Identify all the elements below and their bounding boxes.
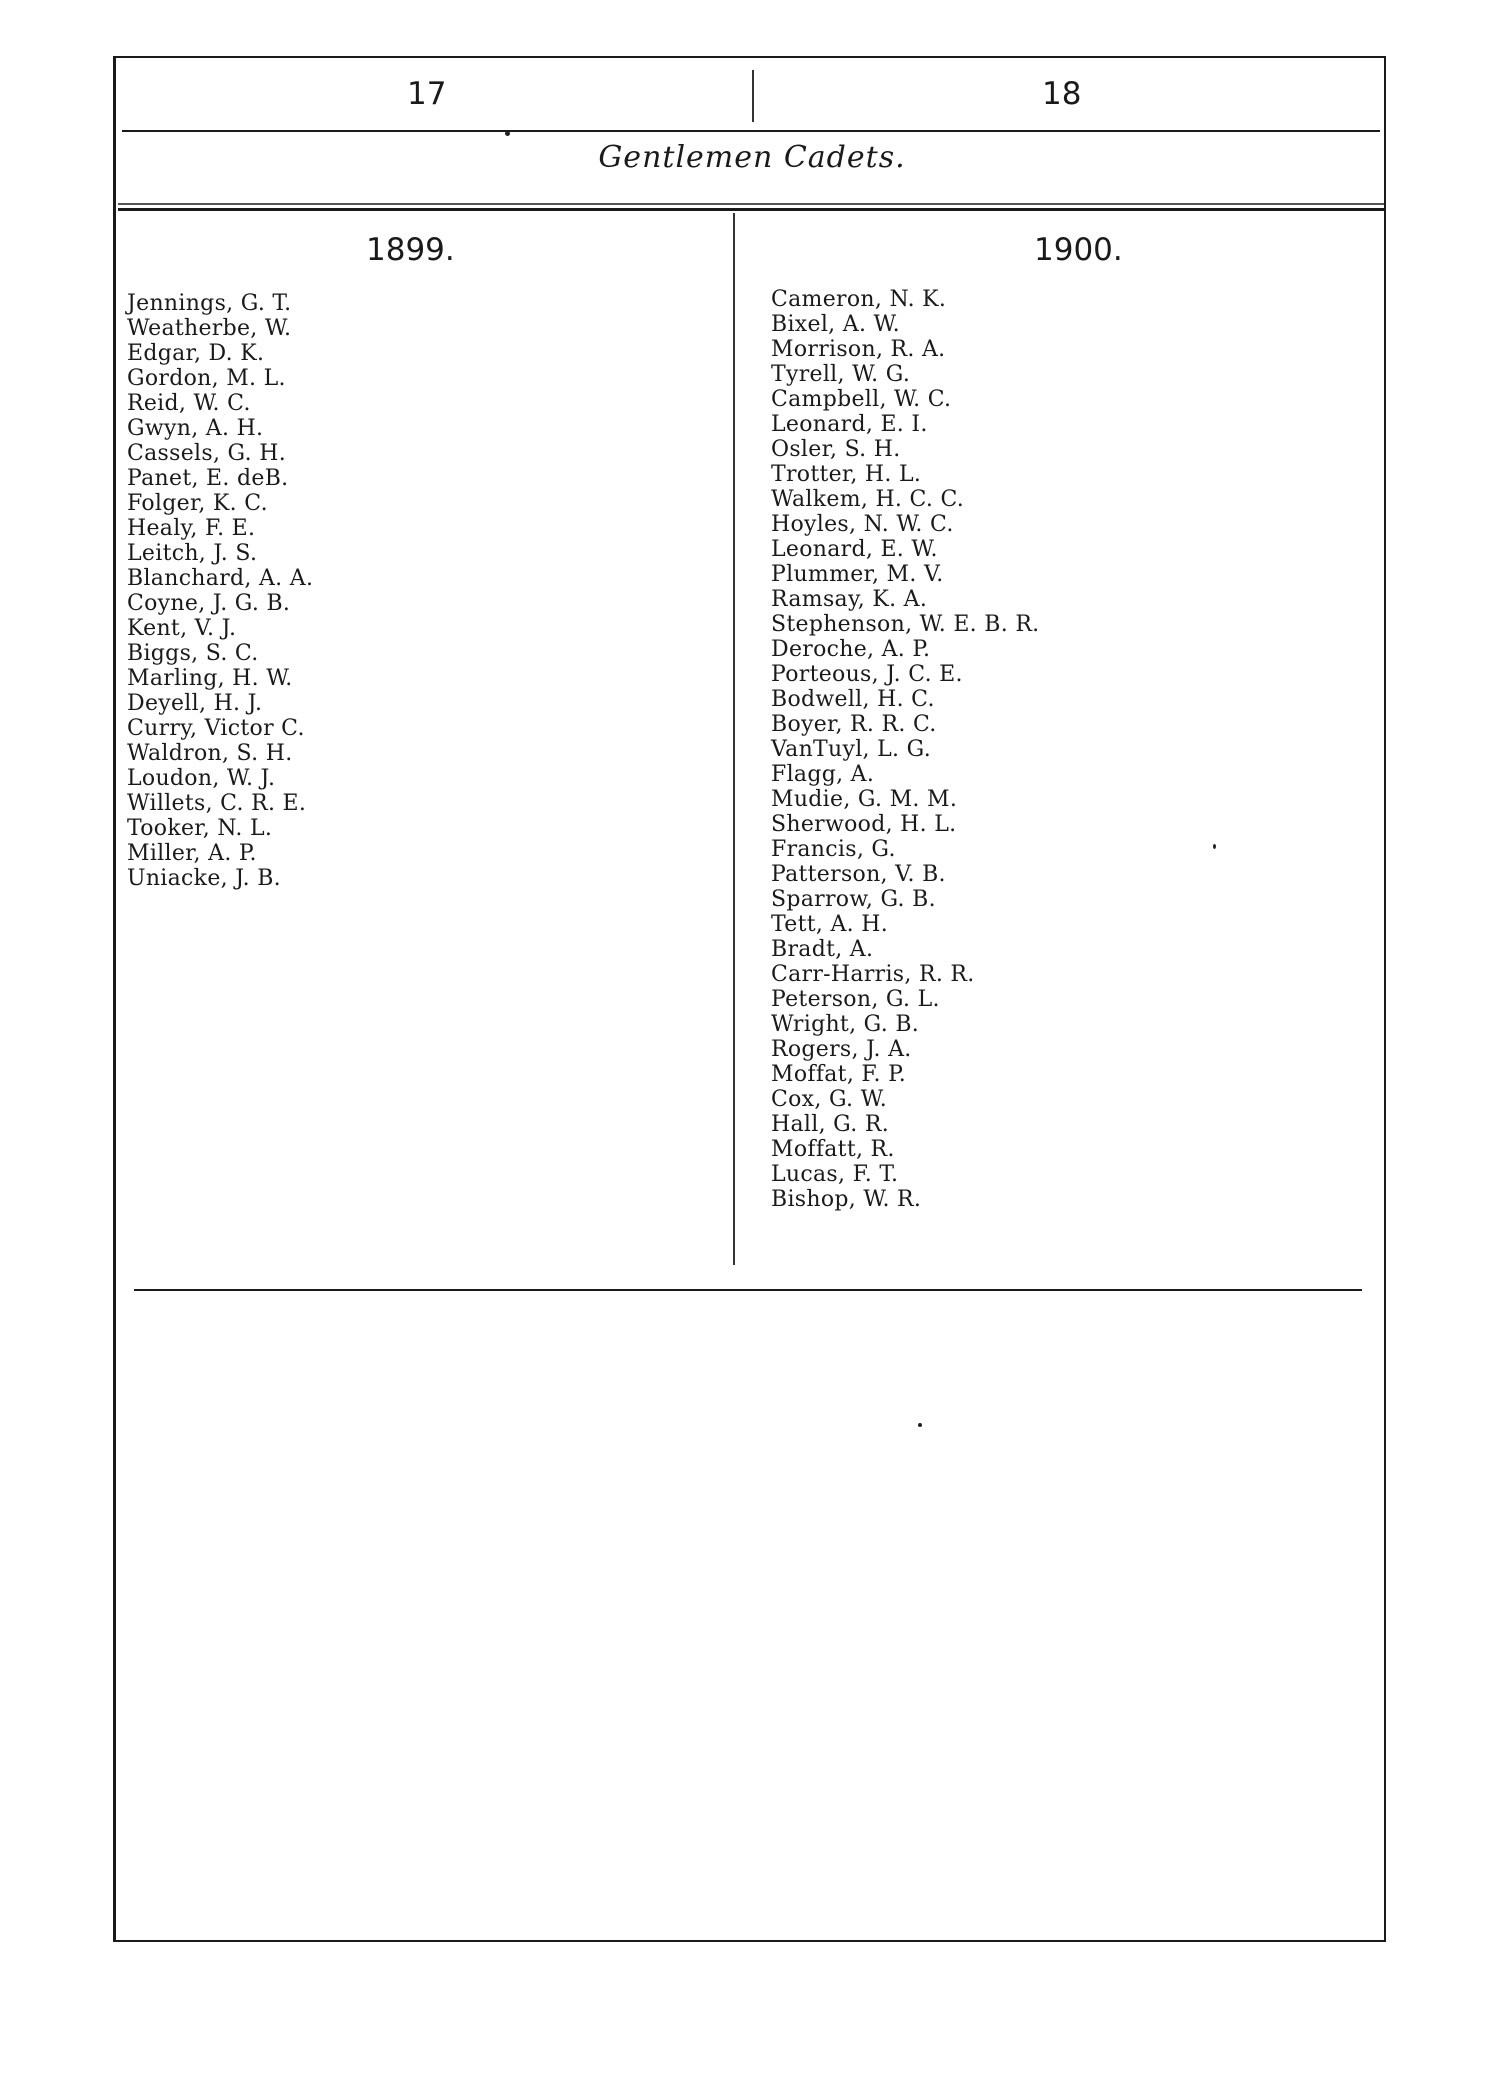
- cadet-name: Walkem, H. C. C.: [771, 487, 965, 512]
- cadet-name: Willets, C. R. E.: [127, 791, 307, 816]
- page-number-left: 17: [407, 76, 447, 112]
- cadet-name: Bodwell, H. C.: [771, 687, 935, 712]
- cadet-name: Sherwood, H. L.: [771, 812, 957, 837]
- page-number-right: 18: [1042, 76, 1082, 112]
- ink-speck: [918, 1423, 922, 1427]
- cadet-name: Gordon, M. L.: [127, 366, 286, 391]
- ink-speck: [1213, 844, 1216, 849]
- cadet-name: Biggs, S. C.: [127, 641, 259, 666]
- cadet-name: Stephenson, W. E. B. R.: [771, 612, 1040, 637]
- cadet-name: Marling, H. W.: [127, 666, 293, 691]
- cadet-name: Bradt, A.: [771, 937, 874, 962]
- cadet-name: Rogers, J. A.: [771, 1037, 912, 1062]
- cadet-name: Flagg, A.: [771, 762, 875, 787]
- cadet-name: Edgar, D. K.: [127, 341, 265, 366]
- cadet-name: Moffat, F. P.: [771, 1062, 907, 1087]
- cadet-name: Deroche, A. P.: [771, 637, 931, 662]
- cadet-name: Tett, A. H.: [771, 912, 889, 937]
- cadet-name: Cox, G. W.: [771, 1087, 888, 1112]
- cadet-name: Cassels, G. H.: [127, 441, 287, 466]
- cadet-name: Weatherbe, W.: [127, 316, 292, 341]
- cadet-name: Plummer, M. V.: [771, 562, 944, 587]
- cadet-name: Panet, E. deB.: [127, 466, 289, 491]
- year-heading-left: 1899.: [366, 232, 455, 268]
- name-list-1900: [771, 287, 1039, 1212]
- cadet-name: Leonard, E. I.: [771, 412, 928, 437]
- cadet-name: Healy, F. E.: [127, 516, 256, 541]
- cadet-name: Francis, G.: [771, 837, 896, 862]
- cadet-name: Tooker, N. L.: [127, 816, 273, 841]
- cadet-name: Porteous, J. C. E.: [771, 662, 963, 687]
- cadet-name: Wright, G. B.: [771, 1012, 920, 1037]
- cadet-name: Ramsay, K. A.: [771, 587, 928, 612]
- name-list-1899: [127, 291, 313, 891]
- header-rule: [122, 130, 1380, 132]
- cadet-name: Mudie, G. M. M.: [771, 787, 958, 812]
- cadet-name: Hall, G. R.: [771, 1112, 889, 1137]
- cadet-name: Sparrow, G. B.: [771, 887, 936, 912]
- cadet-name: VanTuyl, L. G.: [771, 737, 932, 762]
- cadet-name: Morrison, R. A.: [771, 337, 946, 362]
- ink-speck: [505, 131, 510, 136]
- title-rule-thick: [118, 208, 1384, 211]
- cadet-name: Bishop, W. R.: [771, 1187, 922, 1212]
- cadet-name: Loudon, W. J.: [127, 766, 276, 791]
- cadet-name: Moffatt, R.: [771, 1137, 895, 1162]
- cadet-name: Leonard, E. W.: [771, 537, 938, 562]
- cadet-name: Reid, W. C.: [127, 391, 251, 416]
- cadet-name: Peterson, G. L.: [771, 987, 940, 1012]
- section-title: Gentlemen Cadets.: [598, 140, 906, 175]
- cadet-name: Bixel, A. W.: [771, 312, 900, 337]
- year-heading-right: 1900.: [1034, 232, 1123, 268]
- cadet-name: Trotter, H. L.: [771, 462, 922, 487]
- cadet-name: Curry, Victor C.: [127, 716, 305, 741]
- cadet-name: Miller, A. P.: [127, 841, 257, 866]
- cadet-name: Waldron, S. H.: [127, 741, 293, 766]
- cadet-name: Blanchard, A. A.: [127, 566, 314, 591]
- cadet-name: Osler, S. H.: [771, 437, 901, 462]
- cadet-name: Uniacke, J. B.: [127, 866, 281, 891]
- cadet-name: Gwyn, A. H.: [127, 416, 264, 441]
- table-bottom-rule: [134, 1289, 1362, 1291]
- cadet-name: Leitch, J. S.: [127, 541, 258, 566]
- title-rule-thin: [118, 203, 1384, 205]
- cadet-name: Carr-Harris, R. R.: [771, 962, 975, 987]
- cadet-name: Deyell, H. J.: [127, 691, 263, 716]
- cadet-name: Coyne, J. G. B.: [127, 591, 291, 616]
- cadet-name: Campbell, W. C.: [771, 387, 952, 412]
- cadet-name: Kent, V. J.: [127, 616, 237, 641]
- cadet-name: Lucas, F. T.: [771, 1162, 899, 1187]
- column-divider: [733, 213, 735, 1265]
- cadet-name: Patterson, V. B.: [771, 862, 946, 887]
- cadet-name: Hoyles, N. W. C.: [771, 512, 954, 537]
- cadet-name: Folger, K. C.: [127, 491, 268, 516]
- page-number-divider: [752, 70, 754, 122]
- cadet-name: Jennings, G. T.: [127, 291, 292, 316]
- cadet-name: Boyer, R. R. C.: [771, 712, 937, 737]
- cadet-name: Cameron, N. K.: [771, 287, 947, 312]
- cadet-name: Tyrell, W. G.: [771, 362, 911, 387]
